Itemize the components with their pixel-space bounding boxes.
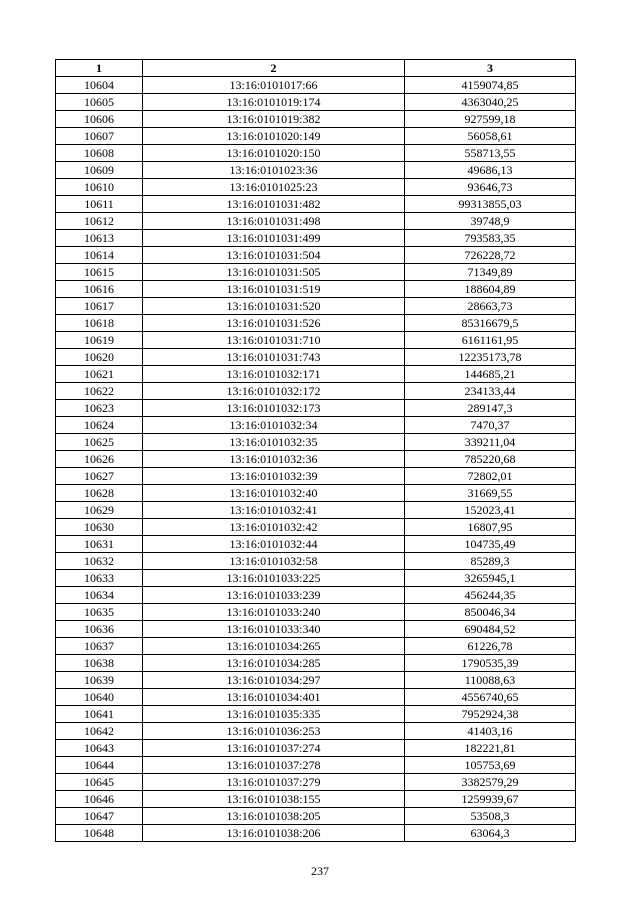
value-cell: 456244,35 [405, 587, 576, 604]
row-number-cell: 10643 [56, 740, 143, 757]
table-row [56, 400, 576, 417]
cadastral-number-cell: 13:16:0101032:171 [143, 366, 405, 383]
row-number-cell: 10618 [56, 315, 143, 332]
row-number-cell: 10616 [56, 281, 143, 298]
value-cell: 72802,01 [405, 468, 576, 485]
value-cell: 3265945,1 [405, 570, 576, 587]
table-row [56, 77, 576, 94]
cadastral-number-cell: 13:16:0101031:743 [143, 349, 405, 366]
cadastral-number-cell: 13:16:0101032:41 [143, 502, 405, 519]
cadastral-number-cell: 13:16:0101031:504 [143, 247, 405, 264]
cadastral-number-cell: 13:16:0101033:225 [143, 570, 405, 587]
value-cell: 144685,21 [405, 366, 576, 383]
cadastral-number-cell: 13:16:0101034:297 [143, 672, 405, 689]
cadastral-number-cell: 13:16:0101019:174 [143, 94, 405, 111]
cadastral-number-cell: 13:16:0101032:39 [143, 468, 405, 485]
table-row [56, 757, 576, 774]
cadastral-number-cell: 13:16:0101033:240 [143, 604, 405, 621]
cadastral-number-cell: 13:16:0101017:66 [143, 77, 405, 94]
value-cell: 31669,55 [405, 485, 576, 502]
cadastral-number-cell: 13:16:0101032:35 [143, 434, 405, 451]
cadastral-number-cell: 13:16:0101036:253 [143, 723, 405, 740]
cadastral-number-cell: 13:16:0101034:285 [143, 655, 405, 672]
value-cell: 63064,3 [405, 825, 576, 842]
cadastral-number-cell: 13:16:0101031:499 [143, 230, 405, 247]
value-cell: 105753,69 [405, 757, 576, 774]
value-cell: 4556740,65 [405, 689, 576, 706]
row-number-cell: 10638 [56, 655, 143, 672]
cadastral-number-cell: 13:16:0101023:36 [143, 162, 405, 179]
value-cell: 188604,89 [405, 281, 576, 298]
table-row [56, 111, 576, 128]
row-number-cell: 10629 [56, 502, 143, 519]
value-cell: 1790535,39 [405, 655, 576, 672]
row-number-cell: 10617 [56, 298, 143, 315]
table-row [56, 434, 576, 451]
table-row [56, 791, 576, 808]
row-number-cell: 10613 [56, 230, 143, 247]
table-row [56, 808, 576, 825]
row-number-cell: 10611 [56, 196, 143, 213]
value-cell: 1259939,67 [405, 791, 576, 808]
table-row [56, 774, 576, 791]
row-number-cell: 10605 [56, 94, 143, 111]
cadastral-number-cell: 13:16:0101031:498 [143, 213, 405, 230]
table-row [56, 468, 576, 485]
value-cell: 4159074,85 [405, 77, 576, 94]
value-cell: 28663,73 [405, 298, 576, 315]
value-cell: 339211,04 [405, 434, 576, 451]
cadastral-number-cell: 13:16:0101032:34 [143, 417, 405, 434]
row-number-cell: 10628 [56, 485, 143, 502]
table-row [56, 264, 576, 281]
row-number-cell: 10639 [56, 672, 143, 689]
row-number-cell: 10634 [56, 587, 143, 604]
row-number-cell: 10619 [56, 332, 143, 349]
cadastral-number-cell: 13:16:0101031:505 [143, 264, 405, 281]
table-row [56, 366, 576, 383]
table-row [56, 604, 576, 621]
table-body [56, 77, 576, 842]
row-number-cell: 10621 [56, 366, 143, 383]
column-header-3: 3 [405, 60, 576, 77]
value-cell: 182221,81 [405, 740, 576, 757]
value-cell: 104735,49 [405, 536, 576, 553]
table-row [56, 298, 576, 315]
row-number-cell: 10625 [56, 434, 143, 451]
cadastral-number-cell: 13:16:0101020:150 [143, 145, 405, 162]
row-number-cell: 10641 [56, 706, 143, 723]
value-cell: 4363040,25 [405, 94, 576, 111]
value-cell: 785220,68 [405, 451, 576, 468]
row-number-cell: 10622 [56, 383, 143, 400]
cadastral-number-cell: 13:16:0101038:205 [143, 808, 405, 825]
cadastral-value-table [55, 59, 576, 842]
cadastral-number-cell: 13:16:0101031:520 [143, 298, 405, 315]
table-row [56, 655, 576, 672]
row-number-cell: 10620 [56, 349, 143, 366]
table-row [56, 621, 576, 638]
value-cell: 49686,13 [405, 162, 576, 179]
row-number-cell: 10642 [56, 723, 143, 740]
table-row [56, 672, 576, 689]
table-row [56, 332, 576, 349]
cadastral-number-cell: 13:16:0101033:239 [143, 587, 405, 604]
value-cell: 289147,3 [405, 400, 576, 417]
table-row [56, 825, 576, 842]
row-number-cell: 10631 [56, 536, 143, 553]
row-number-cell: 10608 [56, 145, 143, 162]
cadastral-number-cell: 13:16:0101038:155 [143, 791, 405, 808]
table-row [56, 451, 576, 468]
table-row [56, 502, 576, 519]
table-row [56, 723, 576, 740]
header-row [56, 60, 576, 77]
cadastral-number-cell: 13:16:0101037:274 [143, 740, 405, 757]
row-number-cell: 10610 [56, 179, 143, 196]
table-row [56, 536, 576, 553]
cadastral-number-cell: 13:16:0101032:40 [143, 485, 405, 502]
cadastral-number-cell: 13:16:0101033:340 [143, 621, 405, 638]
value-cell: 558713,55 [405, 145, 576, 162]
column-header-2: 2 [143, 60, 405, 77]
cadastral-number-cell: 13:16:0101037:278 [143, 757, 405, 774]
value-cell: 56058,61 [405, 128, 576, 145]
cadastral-number-cell: 13:16:0101031:710 [143, 332, 405, 349]
cadastral-number-cell: 13:16:0101031:526 [143, 315, 405, 332]
row-number-cell: 10624 [56, 417, 143, 434]
cadastral-number-cell: 13:16:0101032:42 [143, 519, 405, 536]
cadastral-number-cell: 13:16:0101035:335 [143, 706, 405, 723]
table-row [56, 213, 576, 230]
cadastral-number-cell: 13:16:0101031:519 [143, 281, 405, 298]
row-number-cell: 10647 [56, 808, 143, 825]
table-row [56, 383, 576, 400]
value-cell: 12235173,78 [405, 349, 576, 366]
row-number-cell: 10640 [56, 689, 143, 706]
table-row [56, 179, 576, 196]
value-cell: 16807,95 [405, 519, 576, 536]
table-row [56, 519, 576, 536]
row-number-cell: 10632 [56, 553, 143, 570]
row-number-cell: 10604 [56, 77, 143, 94]
row-number-cell: 10606 [56, 111, 143, 128]
row-number-cell: 10627 [56, 468, 143, 485]
row-number-cell: 10609 [56, 162, 143, 179]
cadastral-number-cell: 13:16:0101032:36 [143, 451, 405, 468]
table-row [56, 230, 576, 247]
value-cell: 850046,34 [405, 604, 576, 621]
table-row [56, 162, 576, 179]
value-cell: 7952924,38 [405, 706, 576, 723]
value-cell: 7470,37 [405, 417, 576, 434]
value-cell: 927599,18 [405, 111, 576, 128]
cadastral-number-cell: 13:16:0101032:173 [143, 400, 405, 417]
column-header-1: 1 [56, 60, 143, 77]
cadastral-number-cell: 13:16:0101032:44 [143, 536, 405, 553]
table-row [56, 94, 576, 111]
row-number-cell: 10615 [56, 264, 143, 281]
table-row [56, 128, 576, 145]
row-number-cell: 10633 [56, 570, 143, 587]
table-row [56, 553, 576, 570]
cadastral-number-cell: 13:16:0101025:23 [143, 179, 405, 196]
row-number-cell: 10630 [56, 519, 143, 536]
cadastral-number-cell: 13:16:0101032:172 [143, 383, 405, 400]
row-number-cell: 10648 [56, 825, 143, 842]
row-number-cell: 10645 [56, 774, 143, 791]
table-row [56, 349, 576, 366]
row-number-cell: 10626 [56, 451, 143, 468]
value-cell: 53508,3 [405, 808, 576, 825]
value-cell: 3382579,29 [405, 774, 576, 791]
row-number-cell: 10637 [56, 638, 143, 655]
page-number: 237 [311, 864, 329, 878]
row-number-cell: 10636 [56, 621, 143, 638]
row-number-cell: 10635 [56, 604, 143, 621]
cadastral-number-cell: 13:16:0101020:149 [143, 128, 405, 145]
value-cell: 690484,52 [405, 621, 576, 638]
table-row [56, 740, 576, 757]
value-cell: 152023,41 [405, 502, 576, 519]
table-row [56, 315, 576, 332]
value-cell: 61226,78 [405, 638, 576, 655]
table-row [56, 638, 576, 655]
cadastral-number-cell: 13:16:0101032:58 [143, 553, 405, 570]
table-row [56, 281, 576, 298]
table-row [56, 570, 576, 587]
table-header [56, 60, 576, 77]
value-cell: 85289,3 [405, 553, 576, 570]
row-number-cell: 10614 [56, 247, 143, 264]
value-cell: 110088,63 [405, 672, 576, 689]
table-row [56, 417, 576, 434]
table-row [56, 706, 576, 723]
value-cell: 93646,73 [405, 179, 576, 196]
table-row [56, 485, 576, 502]
table-row [56, 247, 576, 264]
cadastral-number-cell: 13:16:0101037:279 [143, 774, 405, 791]
row-number-cell: 10607 [56, 128, 143, 145]
row-number-cell: 10612 [56, 213, 143, 230]
cadastral-number-cell: 13:16:0101034:265 [143, 638, 405, 655]
row-number-cell: 10644 [56, 757, 143, 774]
row-number-cell: 10623 [56, 400, 143, 417]
value-cell: 234133,44 [405, 383, 576, 400]
cadastral-number-cell: 13:16:0101031:482 [143, 196, 405, 213]
table-row [56, 689, 576, 706]
row-number-cell: 10646 [56, 791, 143, 808]
value-cell: 99313855,03 [405, 196, 576, 213]
value-cell: 6161161,95 [405, 332, 576, 349]
value-cell: 71349,89 [405, 264, 576, 281]
value-cell: 41403,16 [405, 723, 576, 740]
cadastral-number-cell: 13:16:0101038:206 [143, 825, 405, 842]
value-cell: 85316679,5 [405, 315, 576, 332]
value-cell: 793583,35 [405, 230, 576, 247]
cadastral-number-cell: 13:16:0101034:401 [143, 689, 405, 706]
table-row [56, 587, 576, 604]
table-row [56, 145, 576, 162]
table-row [56, 196, 576, 213]
value-cell: 39748,9 [405, 213, 576, 230]
value-cell: 726228,72 [405, 247, 576, 264]
cadastral-number-cell: 13:16:0101019:382 [143, 111, 405, 128]
